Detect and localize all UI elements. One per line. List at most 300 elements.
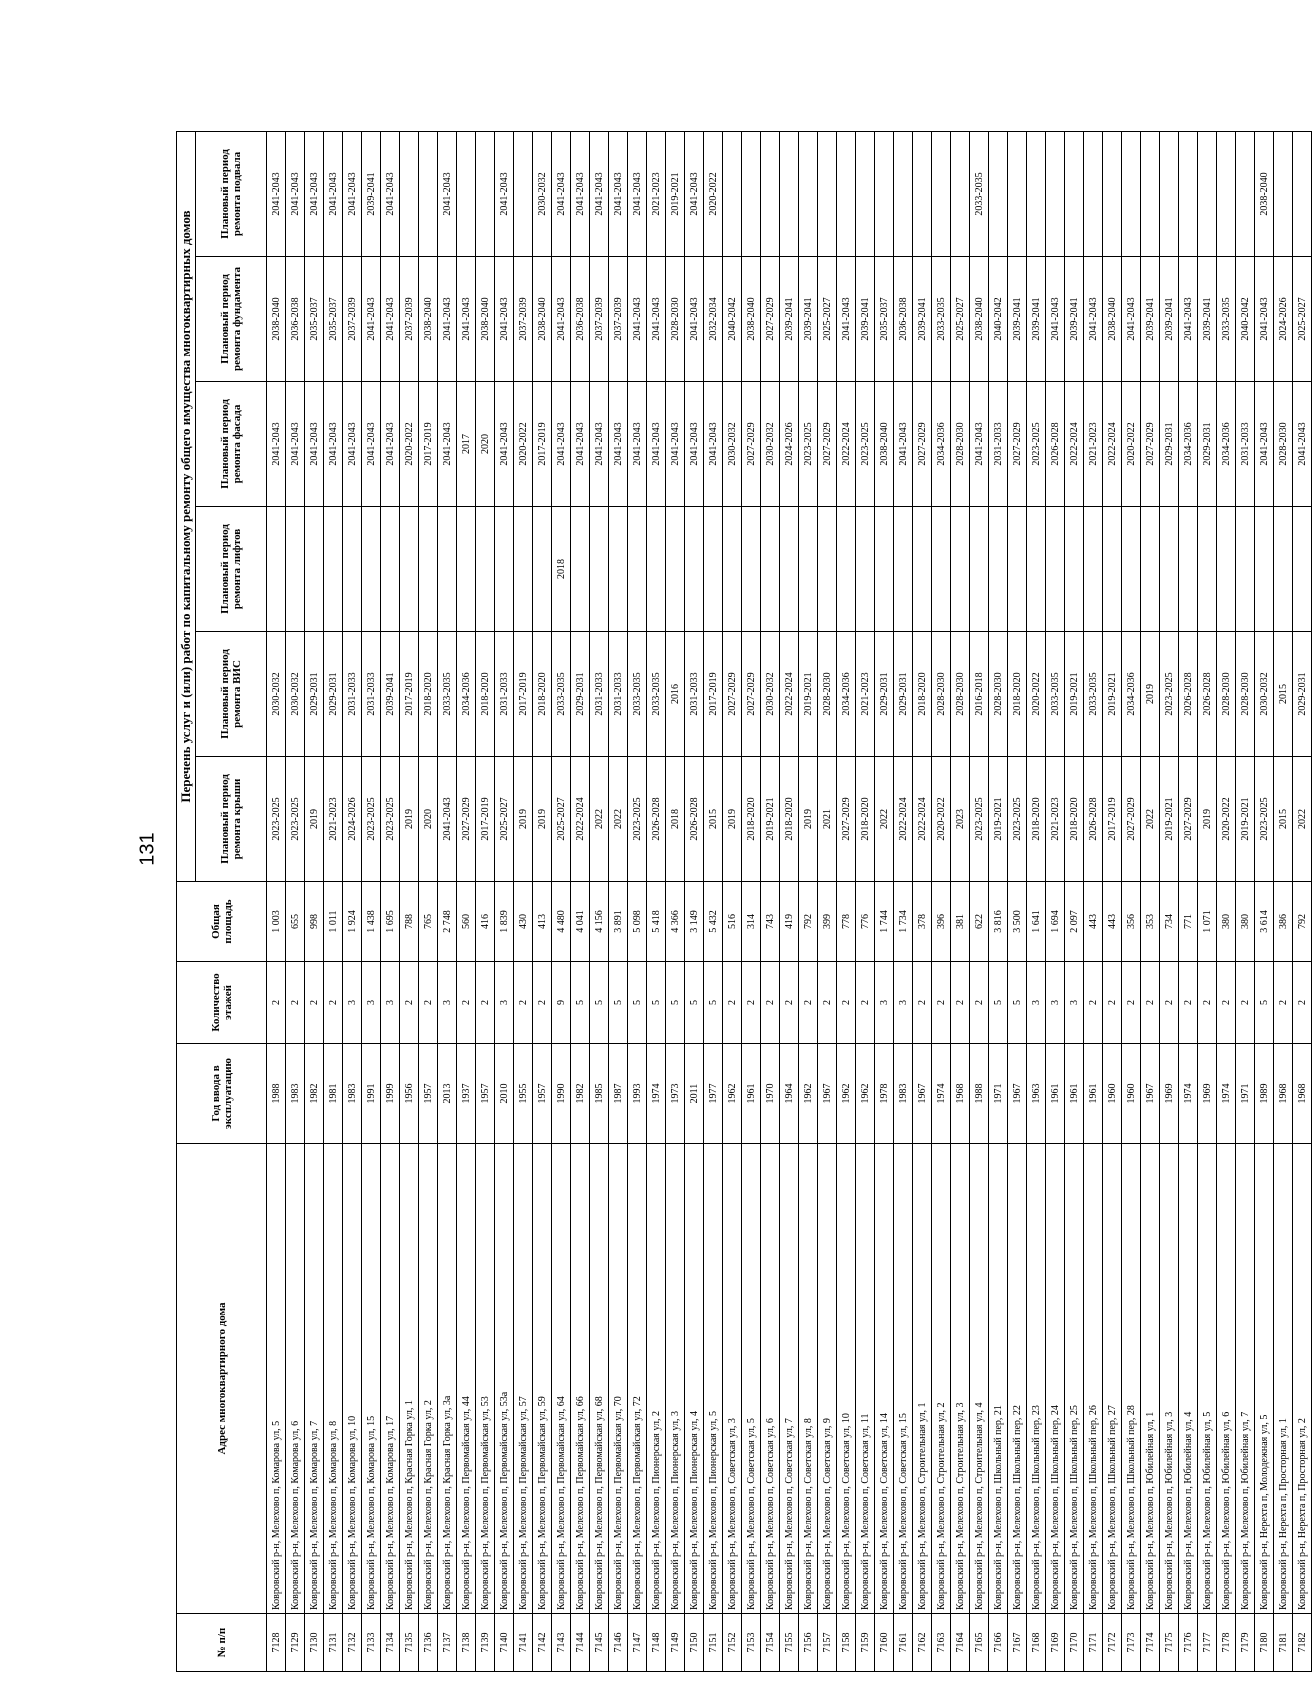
cell-address: Ковровский р-н, Мелехово п, Комарова ул, 15 <box>362 1144 381 1614</box>
table-row <box>780 132 799 1672</box>
cell-floors: 2 <box>951 962 970 1044</box>
cell-lift <box>951 507 970 632</box>
cell-roof: 2027-2029 <box>457 757 476 882</box>
cell-facade: 2022-2024 <box>837 382 856 507</box>
cell-address: Ковровский р-н, Мелехово п, Комарова ул, 6 <box>286 1144 305 1614</box>
cell-lift <box>362 507 381 632</box>
cell-basement <box>780 132 799 257</box>
cell-num: 7178 <box>1217 1614 1236 1672</box>
cell-foundation: 2041-2043 <box>1179 257 1198 382</box>
table-row <box>362 132 381 1672</box>
cell-foundation: 2041-2043 <box>1122 257 1141 382</box>
cell-num: 7157 <box>818 1614 837 1672</box>
table-row <box>400 132 419 1672</box>
cell-area: 430 <box>514 882 533 962</box>
cell-basement <box>837 132 856 257</box>
cell-facade: 2041-2043 <box>267 382 286 507</box>
cell-year: 1988 <box>267 1044 286 1144</box>
cell-lift <box>381 507 400 632</box>
table-row <box>609 132 628 1672</box>
cell-basement <box>742 132 761 257</box>
cell-basement: 2033-2035 <box>970 132 989 257</box>
cell-floors: 2 <box>818 962 837 1044</box>
cell-num: 7145 <box>590 1614 609 1672</box>
cell-lift <box>989 507 1008 632</box>
cell-facade: 2034-2036 <box>932 382 951 507</box>
cell-lift <box>628 507 647 632</box>
cell-lift <box>1160 507 1179 632</box>
cell-basement <box>1236 132 1255 257</box>
cell-basement: 2041-2043 <box>286 132 305 257</box>
cell-num: 7138 <box>457 1614 476 1672</box>
cell-roof: 2025-2027 <box>495 757 514 882</box>
cell-year: 1978 <box>875 1044 894 1144</box>
cell-roof: 2022 <box>609 757 628 882</box>
cell-area: 1 734 <box>894 882 913 962</box>
table-row <box>932 132 951 1672</box>
cell-basement: 2041-2043 <box>343 132 362 257</box>
cell-facade: 2041-2043 <box>894 382 913 507</box>
cell-facade: 2017-2019 <box>533 382 552 507</box>
cell-roof: 2020-2022 <box>1217 757 1236 882</box>
cell-lift <box>932 507 951 632</box>
cell-basement: 2041-2043 <box>438 132 457 257</box>
cell-foundation: 2036-2038 <box>286 257 305 382</box>
cell-foundation: 2035-2037 <box>305 257 324 382</box>
cell-roof: 2023-2025 <box>1008 757 1027 882</box>
cell-floors: 3 <box>1065 962 1084 1044</box>
cell-lift <box>1255 507 1274 632</box>
cell-roof: 2019 <box>305 757 324 882</box>
cell-address: Ковровский р-н, Мелехово п, Советская ул, 3 <box>723 1144 742 1614</box>
capital-repair-table <box>176 131 1312 1672</box>
cell-floors: 2 <box>1236 962 1255 1044</box>
cell-foundation: 2041-2043 <box>381 257 400 382</box>
table-row <box>704 132 723 1672</box>
cell-floors: 2 <box>837 962 856 1044</box>
cell-year: 1971 <box>989 1044 1008 1144</box>
cell-roof: 2022 <box>590 757 609 882</box>
cell-lift <box>1198 507 1217 632</box>
cell-num: 7148 <box>647 1614 666 1672</box>
cell-foundation: 2041-2043 <box>1046 257 1065 382</box>
cell-area: 1 839 <box>495 882 514 962</box>
cell-year: 1983 <box>286 1044 305 1144</box>
cell-vis: 2026-2028 <box>1198 632 1217 757</box>
cell-basement <box>419 132 438 257</box>
table-row <box>894 132 913 1672</box>
cell-area: 356 <box>1122 882 1141 962</box>
cell-floors: 3 <box>343 962 362 1044</box>
cell-foundation: 2039-2041 <box>1008 257 1027 382</box>
cell-vis: 2028-2030 <box>989 632 1008 757</box>
cell-roof: 2019 <box>533 757 552 882</box>
cell-floors: 2 <box>267 962 286 1044</box>
table-row <box>552 132 571 1672</box>
cell-year: 1961 <box>1084 1044 1103 1144</box>
cell-facade: 2027-2029 <box>1141 382 1160 507</box>
cell-address: Ковровский р-н, Мелехово п, Красная Горка ул, 1 <box>400 1144 419 1614</box>
cell-num: 7169 <box>1046 1614 1065 1672</box>
cell-vis: 2033-2035 <box>438 632 457 757</box>
cell-vis: 2027-2029 <box>723 632 742 757</box>
cell-area: 396 <box>932 882 951 962</box>
cell-num: 7174 <box>1141 1614 1160 1672</box>
cell-area: 655 <box>286 882 305 962</box>
cell-area: 416 <box>476 882 495 962</box>
cell-address: Ковровский р-н, Мелехово п, Комарова ул, 17 <box>381 1144 400 1614</box>
cell-basement: 2041-2043 <box>571 132 590 257</box>
cell-facade: 2020-2022 <box>400 382 419 507</box>
cell-foundation: 2041-2043 <box>647 257 666 382</box>
cell-floors: 2 <box>1274 962 1293 1044</box>
cell-foundation: 2033-2035 <box>932 257 951 382</box>
cell-basement <box>913 132 932 257</box>
cell-basement <box>989 132 1008 257</box>
cell-address: Ковровский р-н, Мелехово п, Советская ул, 11 <box>856 1144 875 1614</box>
cell-lift <box>1027 507 1046 632</box>
cell-foundation: 2041-2043 <box>552 257 571 382</box>
cell-area: 5 418 <box>647 882 666 962</box>
cell-floors: 5 <box>1008 962 1027 1044</box>
cell-facade: 2023-2025 <box>1027 382 1046 507</box>
cell-num: 7164 <box>951 1614 970 1672</box>
cell-basement: 2020-2022 <box>704 132 723 257</box>
cell-foundation: 2041-2043 <box>362 257 381 382</box>
cell-area: 1 641 <box>1027 882 1046 962</box>
cell-roof: 2022-2024 <box>913 757 932 882</box>
cell-address: Ковровский р-н, Мелехово п, Советская ул, 15 <box>894 1144 913 1614</box>
cell-lift <box>666 507 685 632</box>
cell-num: 7136 <box>419 1614 438 1672</box>
cell-roof: 2019-2021 <box>761 757 780 882</box>
cell-roof: 2023-2025 <box>1255 757 1274 882</box>
cell-year: 1960 <box>1122 1044 1141 1144</box>
cell-basement <box>1274 132 1293 257</box>
cell-vis: 2033-2035 <box>647 632 666 757</box>
cell-vis: 2018-2020 <box>533 632 552 757</box>
cell-floors: 3 <box>438 962 457 1044</box>
cell-area: 1 011 <box>324 882 343 962</box>
cell-foundation: 2041-2043 <box>495 257 514 382</box>
cell-basement: 2038-2040 <box>1255 132 1274 257</box>
cell-vis: 2031-2033 <box>343 632 362 757</box>
cell-vis: 2030-2032 <box>286 632 305 757</box>
cell-roof: 2025-2027 <box>552 757 571 882</box>
cell-floors: 2 <box>913 962 932 1044</box>
cell-address: Ковровский р-н, Мелехово п, Школьный пер, 21 <box>989 1144 1008 1614</box>
cell-floors: 5 <box>704 962 723 1044</box>
cell-lift <box>1046 507 1065 632</box>
table-row <box>723 132 742 1672</box>
cell-roof: 2022 <box>1293 757 1312 882</box>
cell-year: 1957 <box>419 1044 438 1144</box>
cell-floors: 2 <box>742 962 761 1044</box>
cell-basement <box>1160 132 1179 257</box>
cell-facade: 2041-2043 <box>1255 382 1274 507</box>
cell-area: 413 <box>533 882 552 962</box>
cell-foundation: 2025-2027 <box>951 257 970 382</box>
cell-num: 7170 <box>1065 1614 1084 1672</box>
cell-roof: 2017-2019 <box>1103 757 1122 882</box>
table-row <box>1008 132 1027 1672</box>
cell-year: 1970 <box>761 1044 780 1144</box>
cell-foundation: 2039-2041 <box>856 257 875 382</box>
cell-basement: 2021-2023 <box>647 132 666 257</box>
cell-year: 1937 <box>457 1044 476 1144</box>
cell-foundation: 2033-2035 <box>1217 257 1236 382</box>
cell-num: 7180 <box>1255 1614 1274 1672</box>
cell-area: 792 <box>799 882 818 962</box>
cell-basement: 2041-2043 <box>267 132 286 257</box>
table-row <box>856 132 875 1672</box>
cell-address: Ковровский р-н, Мелехово п, Комарова ул, 7 <box>305 1144 324 1614</box>
cell-area: 443 <box>1103 882 1122 962</box>
cell-area: 776 <box>856 882 875 962</box>
cell-foundation: 2039-2041 <box>1065 257 1084 382</box>
cell-foundation: 2040-2042 <box>723 257 742 382</box>
cell-area: 1 694 <box>1046 882 1065 962</box>
table-row <box>438 132 457 1672</box>
cell-vis: 2033-2035 <box>552 632 571 757</box>
cell-roof: 2027-2029 <box>1179 757 1198 882</box>
cell-basement <box>818 132 837 257</box>
cell-area: 743 <box>761 882 780 962</box>
cell-foundation: 2038-2040 <box>267 257 286 382</box>
cell-year: 1985 <box>590 1044 609 1144</box>
cell-year: 1987 <box>609 1044 628 1144</box>
cell-roof: 2023 <box>951 757 970 882</box>
cell-roof: 2022-2024 <box>894 757 913 882</box>
cell-floors: 2 <box>476 962 495 1044</box>
cell-floors: 3 <box>875 962 894 1044</box>
cell-address: Ковровский р-н, Мелехово п, Советская ул, 9 <box>818 1144 837 1614</box>
table-row <box>837 132 856 1672</box>
cell-vis: 2021-2023 <box>856 632 875 757</box>
cell-num: 7143 <box>552 1614 571 1672</box>
cell-lift <box>1122 507 1141 632</box>
cell-roof: 2022 <box>1141 757 1160 882</box>
header-roof: Плановый период ремонта крыши <box>196 757 267 882</box>
cell-area: 3 149 <box>685 882 704 962</box>
cell-area: 1 695 <box>381 882 400 962</box>
cell-lift <box>514 507 533 632</box>
cell-num: 7149 <box>666 1614 685 1672</box>
cell-vis: 2022-2024 <box>780 632 799 757</box>
cell-vis: 2029-2031 <box>324 632 343 757</box>
cell-area: 622 <box>970 882 989 962</box>
header-num: № п/п <box>177 1614 267 1672</box>
cell-area: 314 <box>742 882 761 962</box>
cell-lift <box>1008 507 1027 632</box>
cell-facade: 2041-2043 <box>685 382 704 507</box>
cell-foundation: 2041-2043 <box>457 257 476 382</box>
cell-lift <box>913 507 932 632</box>
cell-facade: 2029-2031 <box>1198 382 1217 507</box>
cell-lift <box>704 507 723 632</box>
cell-facade: 2041-2043 <box>324 382 343 507</box>
cell-vis: 2016-2018 <box>970 632 989 757</box>
cell-num: 7128 <box>267 1614 286 1672</box>
cell-facade: 2020 <box>476 382 495 507</box>
cell-lift <box>1274 507 1293 632</box>
table-row <box>1141 132 1160 1672</box>
cell-roof: 2023-2025 <box>628 757 647 882</box>
cell-num: 7182 <box>1293 1614 1312 1672</box>
cell-foundation: 2038-2040 <box>1103 257 1122 382</box>
cell-num: 7167 <box>1008 1614 1027 1672</box>
cell-year: 1962 <box>723 1044 742 1144</box>
cell-basement <box>1084 132 1103 257</box>
cell-area: 765 <box>419 882 438 962</box>
cell-vis: 2029-2031 <box>571 632 590 757</box>
cell-year: 1962 <box>856 1044 875 1144</box>
cell-vis: 2015 <box>1274 632 1293 757</box>
cell-year: 1963 <box>1027 1044 1046 1144</box>
table-row <box>799 132 818 1672</box>
cell-lift <box>799 507 818 632</box>
cell-floors: 3 <box>894 962 913 1044</box>
cell-lift <box>286 507 305 632</box>
cell-roof: 2024-2026 <box>343 757 362 882</box>
cell-floors: 2 <box>533 962 552 1044</box>
cell-roof: 2026-2028 <box>1084 757 1103 882</box>
cell-area: 3 614 <box>1255 882 1274 962</box>
cell-basement <box>1065 132 1084 257</box>
cell-num: 7171 <box>1084 1614 1103 1672</box>
table-row <box>1160 132 1179 1672</box>
cell-roof: 2018-2020 <box>780 757 799 882</box>
cell-facade: 2041-2043 <box>609 382 628 507</box>
cell-basement <box>1198 132 1217 257</box>
cell-floors: 3 <box>1027 962 1046 1044</box>
cell-address: Ковровский р-н, Мелехово п, Строительная ул, 1 <box>913 1144 932 1614</box>
table-row <box>761 132 780 1672</box>
cell-address: Ковровский р-н, Мелехово п, Строительная ул, 3 <box>951 1144 970 1614</box>
cell-area: 378 <box>913 882 932 962</box>
cell-area: 1 744 <box>875 882 894 962</box>
cell-roof: 2023-2025 <box>286 757 305 882</box>
cell-area: 1 924 <box>343 882 362 962</box>
cell-foundation: 2041-2043 <box>1084 257 1103 382</box>
cell-year: 1955 <box>514 1044 533 1144</box>
cell-lift <box>1217 507 1236 632</box>
cell-address: Ковровский р-н, Мелехово п, Юбилейная ул, 5 <box>1198 1144 1217 1614</box>
table-row <box>1293 132 1312 1672</box>
cell-vis: 2033-2035 <box>1084 632 1103 757</box>
cell-foundation: 2037-2039 <box>590 257 609 382</box>
cell-facade: 2017 <box>457 382 476 507</box>
cell-facade: 2027-2029 <box>1008 382 1027 507</box>
cell-roof: 2021 <box>818 757 837 882</box>
cell-year: 1957 <box>476 1044 495 1144</box>
cell-facade: 2041-2043 <box>495 382 514 507</box>
cell-facade: 2041-2043 <box>286 382 305 507</box>
cell-lift <box>723 507 742 632</box>
cell-basement: 2041-2043 <box>685 132 704 257</box>
cell-facade: 2027-2029 <box>742 382 761 507</box>
cell-foundation: 2039-2041 <box>1198 257 1217 382</box>
cell-foundation: 2028-2030 <box>666 257 685 382</box>
cell-facade: 2031-2033 <box>1236 382 1255 507</box>
cell-floors: 2 <box>419 962 438 1044</box>
cell-address: Ковровский р-н, Мелехово п, Первомайская ул, 66 <box>571 1144 590 1614</box>
table-row <box>286 132 305 1672</box>
cell-basement: 2041-2043 <box>305 132 324 257</box>
cell-year: 1961 <box>742 1044 761 1144</box>
cell-address: Ковровский р-н, Мелехово п, Школьный пер, 26 <box>1084 1144 1103 1614</box>
cell-foundation: 2032-2034 <box>704 257 723 382</box>
cell-foundation: 2035-2037 <box>324 257 343 382</box>
cell-floors: 2 <box>932 962 951 1044</box>
table-row <box>495 132 514 1672</box>
table-row <box>818 132 837 1672</box>
cell-area: 2 097 <box>1065 882 1084 962</box>
cell-roof: 2022 <box>875 757 894 882</box>
cell-basement <box>1179 132 1198 257</box>
cell-num: 7130 <box>305 1614 324 1672</box>
table-row <box>1217 132 1236 1672</box>
cell-roof: 2018 <box>666 757 685 882</box>
cell-num: 7133 <box>362 1614 381 1672</box>
cell-year: 2010 <box>495 1044 514 1144</box>
cell-lift <box>400 507 419 632</box>
cell-floors: 2 <box>1084 962 1103 1044</box>
table-row <box>533 132 552 1672</box>
table-row <box>1236 132 1255 1672</box>
table-row <box>647 132 666 1672</box>
cell-basement <box>875 132 894 257</box>
cell-facade: 2041-2043 <box>343 382 362 507</box>
cell-vis: 2016 <box>666 632 685 757</box>
cell-facade: 2023-2025 <box>799 382 818 507</box>
cell-area: 4 156 <box>590 882 609 962</box>
cell-facade: 2028-2030 <box>951 382 970 507</box>
cell-roof: 2019-2021 <box>1236 757 1255 882</box>
cell-floors: 5 <box>666 962 685 1044</box>
cell-lift <box>742 507 761 632</box>
table-row <box>1065 132 1084 1672</box>
cell-address: Ковровский р-н, Мелехово п, Советская ул, 6 <box>761 1144 780 1614</box>
cell-vis: 2017-2019 <box>704 632 723 757</box>
cell-vis: 2018-2020 <box>419 632 438 757</box>
cell-year: 1974 <box>1217 1044 1236 1144</box>
cell-address: Ковровский р-н, Мелехово п, Комарова ул, 5 <box>267 1144 286 1614</box>
cell-facade: 2030-2032 <box>761 382 780 507</box>
cell-year: 1989 <box>1255 1044 1274 1144</box>
cell-lift <box>419 507 438 632</box>
cell-year: 1982 <box>571 1044 590 1144</box>
cell-num: 7176 <box>1179 1614 1198 1672</box>
cell-vis: 2017-2019 <box>514 632 533 757</box>
cell-area: 3 891 <box>609 882 628 962</box>
cell-floors: 2 <box>1198 962 1217 1044</box>
cell-roof: 2026-2028 <box>647 757 666 882</box>
cell-roof: 2019 <box>400 757 419 882</box>
cell-basement <box>400 132 419 257</box>
cell-lift <box>1141 507 1160 632</box>
header-area: Общая площадь <box>177 882 267 962</box>
cell-year: 1961 <box>1046 1044 1065 1144</box>
cell-num: 7163 <box>932 1614 951 1672</box>
cell-area: 4 480 <box>552 882 571 962</box>
cell-facade: 2031-2033 <box>989 382 1008 507</box>
cell-area: 4 041 <box>571 882 590 962</box>
cell-foundation: 2036-2038 <box>571 257 590 382</box>
cell-roof: 2027-2029 <box>1122 757 1141 882</box>
cell-roof: 2020-2022 <box>932 757 951 882</box>
cell-foundation: 2041-2043 <box>837 257 856 382</box>
